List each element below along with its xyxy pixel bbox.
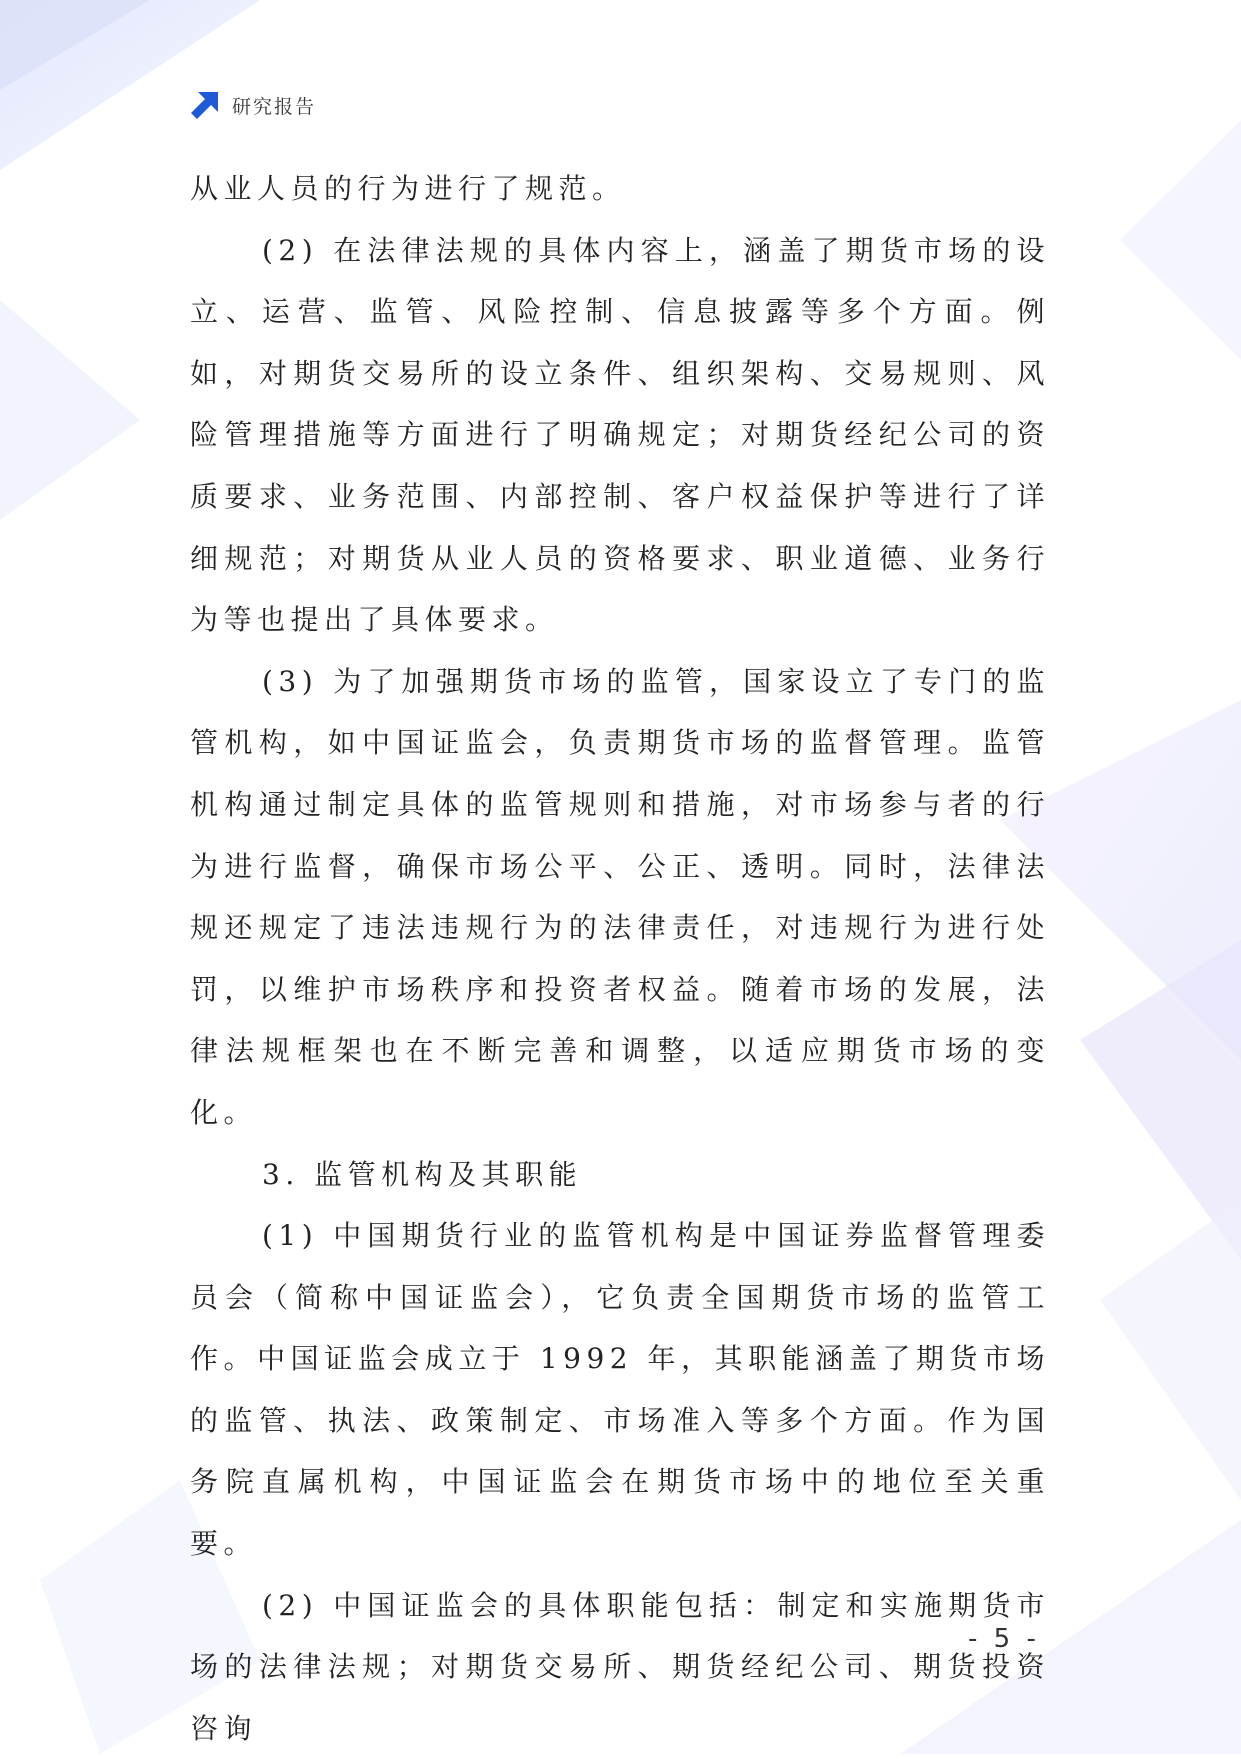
section-heading: 3. 监管机构及其职能 — [262, 1157, 583, 1191]
header-title: 研究报告 — [232, 95, 317, 118]
paragraph: (1) 中国期货行业的监管机构是中国证券监督管理委员会（简称中国证监会），它负责全国期货市场的监管工作。中国证监会成立于 1992 年，其职能涵盖了期货市场的监管、执法、政策制定、市场准入等多个方面。作为国务院直属机构，中国证监会在期货市场中的地位至关重要。 — [190, 1219, 1050, 1561]
document-body — [190, 158, 1050, 1759]
paragraph: (3) 为了加强期货市场的监管，国家设立了专门的监管机构，如中国证监会，负责期货市场的监督管理。监管机构通过制定具体的监管规则和措施，对市场参与者的行为进行监督，确保市场公平、公正、透明。同时，法律法规还规定了违法违规行为的法律责任，对违规行为进行处罚，以维护市场秩序和投资者权益。随着市场的发展，法律法规框架也在不断完善和调整，以适应期货市场的变化。 — [190, 664, 1050, 1129]
paragraph: (2) 中国证监会的具体职能包括：制定和实施期货市场的法律法规；对期货交易所、期货经纪公司、期货投资咨询 — [190, 1588, 1050, 1745]
paragraph: (2) 在法律法规的具体内容上，涵盖了期货市场的设立、运营、监管、风险控制、信息披露等多个方面。例如，对期货交易所的设立条件、组织架构、交易规则、风险管理措施等方面进行了明确规定；对期货经纪公司的资质要求、业务范围、内部控制、客户权益保护等进行了详细规范；对期货从业人员的资格要求、职业道德、业务行为等也提出了具体要求。 — [190, 233, 1050, 637]
page-header — [188, 88, 316, 122]
paragraph: 从业人员的行为进行了规范。 — [190, 172, 626, 205]
page-number: - 5 - — [968, 1624, 1040, 1654]
arrow-logo-icon — [188, 88, 222, 122]
